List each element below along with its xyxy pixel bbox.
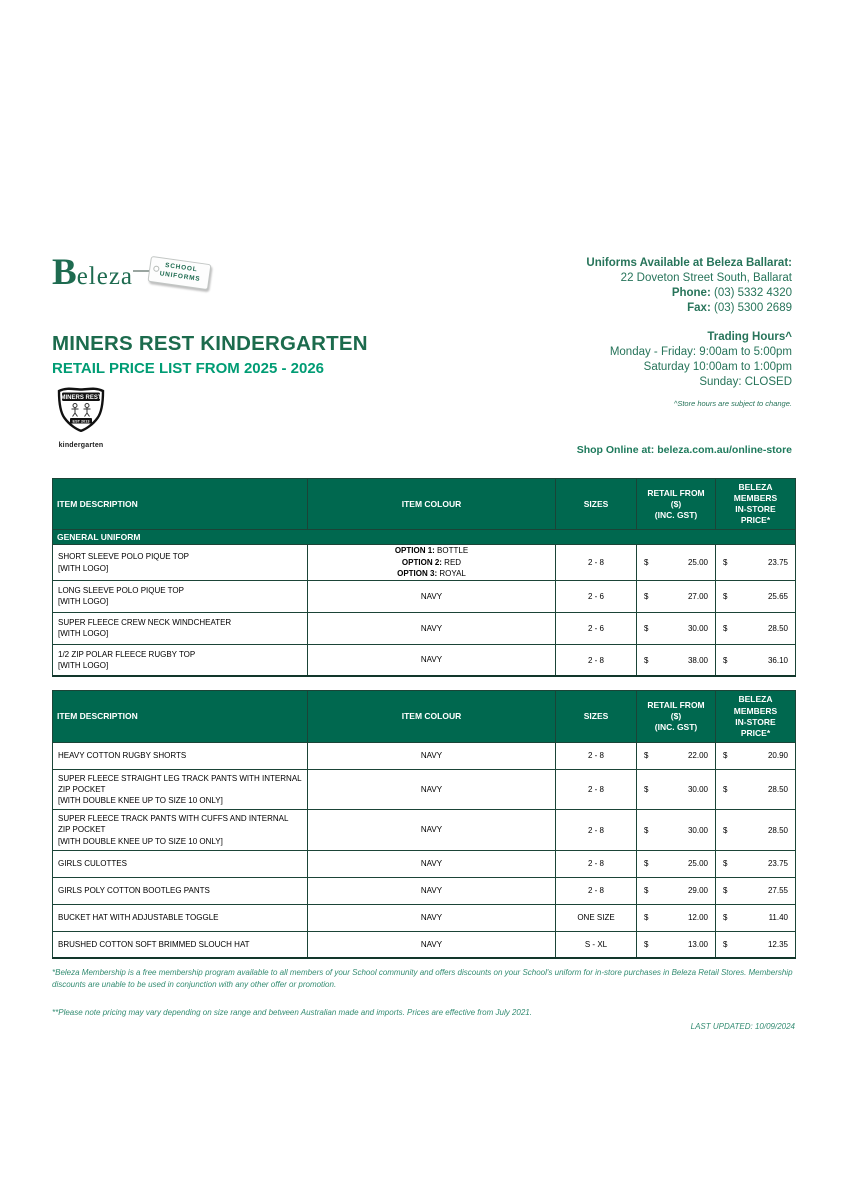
beleza-logo-wordmark <box>52 254 133 291</box>
col-retail: RETAIL FROM ($) (INC. GST) <box>637 691 716 742</box>
store-address: 22 Doveton Street South, Ballarat <box>620 272 792 284</box>
retail-price-cell: $ 22.00 <box>637 742 716 769</box>
item-description-cell: SHORT SLEEVE POLO PIQUE TOP [WITH LOGO] <box>53 545 308 581</box>
retail-price-cell: $ 30.00 <box>637 769 716 810</box>
tag-label-line2: UNIFORMS <box>159 270 201 283</box>
school-badge <box>55 385 107 449</box>
table-row <box>53 850 796 877</box>
table-row <box>53 877 796 904</box>
item-colour-cell: NAVY <box>308 810 556 851</box>
item-colour-cell: NAVY <box>308 742 556 769</box>
store-heading: Uniforms Available at Beleza Ballarat: <box>586 257 792 269</box>
phone-label: Phone: <box>671 287 711 299</box>
pricing-footnote: **Please note pricing may vary depending on size range and between Australian made and imports. Prices are effective from July 2021. <box>52 1008 532 1018</box>
item-description-cell: SUPER FLEECE CREW NECK WINDCHEATER [WITH LOGO] <box>53 612 308 644</box>
table-row <box>53 580 796 612</box>
member-price-cell: $ 28.50 <box>716 612 796 644</box>
trading-hours-saturday: Saturday 10:00am to 1:00pm <box>643 361 792 373</box>
member-price-cell: $ 25.65 <box>716 580 796 612</box>
retail-price-cell: $ 30.00 <box>637 612 716 644</box>
badge-caption: kindergarten <box>58 442 104 449</box>
tag-string-line <box>133 270 149 272</box>
table-header-row <box>53 479 796 530</box>
beleza-logo-rest: eleza <box>76 263 134 290</box>
page-title: MINERS REST KINDERGARTEN <box>52 332 368 355</box>
price-table-1 <box>52 478 796 677</box>
last-updated-text: LAST UPDATED: 10/09/2024 <box>690 1022 795 1032</box>
store-contact-block <box>586 256 792 409</box>
sizes-cell: 2 - 8 <box>556 545 637 581</box>
col-sizes: SIZES <box>556 691 637 742</box>
fax-label: Fax: <box>687 302 711 314</box>
store-fax <box>586 301 792 316</box>
store-hours-note: ^Store hours are subject to change. <box>673 399 792 408</box>
trading-hours-weekday: Monday - Friday: 9:00am to 5:00pm <box>609 346 792 358</box>
retail-price-cell: $ 25.00 <box>637 545 716 581</box>
page-subtitle: RETAIL PRICE LIST FROM 2025 - 2026 <box>52 360 325 377</box>
table-row <box>53 904 796 931</box>
item-description-cell: BRUSHED COTTON SOFT BRIMMED SLOUCH HAT <box>53 931 308 958</box>
table-row <box>53 742 796 769</box>
item-colour-cell: NAVY <box>308 877 556 904</box>
retail-price-cell: $ 29.00 <box>637 877 716 904</box>
footnotes <box>52 967 795 1033</box>
svg-text:EST 2013: EST 2013 <box>72 419 90 424</box>
sizes-cell: 2 - 8 <box>556 742 637 769</box>
member-price-cell: $ 36.10 <box>716 644 796 676</box>
col-members: BELEZA MEMBERS IN-STORE PRICE* <box>716 691 796 742</box>
retail-price-cell: $ 25.00 <box>637 850 716 877</box>
retail-price-cell: $ 27.00 <box>637 580 716 612</box>
table-row <box>53 612 796 644</box>
member-price-cell: $ 11.40 <box>716 904 796 931</box>
section-label: GENERAL UNIFORM <box>53 530 796 545</box>
beleza-logo <box>52 254 210 291</box>
member-price-cell: $ 28.50 <box>716 769 796 810</box>
table-row <box>53 545 796 581</box>
shop-online-text: Shop Online at: beleza.com.au/online-store <box>576 444 792 456</box>
item-colour-cell: OPTION 1: BOTTLE OPTION 2: RED OPTION 3: ROYAL <box>308 545 556 581</box>
sizes-cell: 2 - 8 <box>556 769 637 810</box>
item-colour-cell: NAVY <box>308 580 556 612</box>
table-gap <box>52 677 795 690</box>
sizes-cell: 2 - 6 <box>556 612 637 644</box>
retail-price-cell: $ 12.00 <box>637 904 716 931</box>
item-description-cell: BUCKET HAT WITH ADJUSTABLE TOGGLE <box>53 904 308 931</box>
table-row <box>53 810 796 851</box>
beleza-logo-initial: B <box>52 252 77 293</box>
phone-value: (03) 5332 4320 <box>710 287 792 299</box>
retail-price-cell: $ 30.00 <box>637 810 716 851</box>
sizes-cell: 2 - 8 <box>556 644 637 676</box>
sizes-cell: S - XL <box>556 931 637 958</box>
col-sizes: SIZES <box>556 479 637 530</box>
member-price-cell: $ 28.50 <box>716 810 796 851</box>
item-colour-cell: NAVY <box>308 612 556 644</box>
item-colour-cell: NAVY <box>308 769 556 810</box>
tag-label-line1: SCHOOL <box>164 261 198 274</box>
col-item-description: ITEM DESCRIPTION <box>53 479 308 530</box>
table-row <box>53 769 796 810</box>
membership-footnote: *Beleza Membership is a free membership program available to all members of your School community and offers discounts on your School's uniform for in-store purchases in Beleza Retail Stores. Membership discounts are unable to be used in conjunction with any other offer or promotion. <box>52 968 793 990</box>
item-description-cell: GIRLS POLY COTTON BOOTLEG PANTS <box>53 877 308 904</box>
table-row <box>53 644 796 676</box>
member-price-cell: $ 23.75 <box>716 545 796 581</box>
item-description-cell: GIRLS CULOTTES <box>53 850 308 877</box>
svg-text:MINERS REST: MINERS REST <box>60 395 102 401</box>
sizes-cell: 2 - 6 <box>556 580 637 612</box>
item-description-cell: LONG SLEEVE POLO PIQUE TOP [WITH LOGO] <box>53 580 308 612</box>
item-description-cell: 1/2 ZIP POLAR FLEECE RUGBY TOP [WITH LOGO] <box>53 644 308 676</box>
trading-hours-sunday: Sunday: CLOSED <box>699 376 792 388</box>
sizes-cell: 2 - 8 <box>556 850 637 877</box>
table-row <box>53 931 796 958</box>
school-badge-shield-icon <box>55 385 107 435</box>
item-colour-cell: NAVY <box>308 644 556 676</box>
trading-hours-heading: Trading Hours^ <box>707 331 792 343</box>
member-price-cell: $ 23.75 <box>716 850 796 877</box>
spacer <box>586 316 792 330</box>
col-item-colour: ITEM COLOUR <box>308 479 556 530</box>
table-header-row <box>53 691 796 742</box>
price-tables <box>52 478 795 1033</box>
section-row-general-uniform <box>53 530 796 545</box>
retail-price-cell: $ 13.00 <box>637 931 716 958</box>
fax-value: (03) 5300 2689 <box>710 302 792 314</box>
item-description-cell: SUPER FLEECE STRAIGHT LEG TRACK PANTS WITH INTERNAL ZIP POCKET [WITH DOUBLE KNEE UP TO SIZE 10 ONLY] <box>53 769 308 810</box>
sizes-cell: 2 - 8 <box>556 877 637 904</box>
member-price-cell: $ 12.35 <box>716 931 796 958</box>
member-price-cell: $ 20.90 <box>716 742 796 769</box>
school-uniforms-tag <box>148 256 212 290</box>
store-phone <box>586 286 792 301</box>
item-colour-cell: NAVY <box>308 850 556 877</box>
member-price-cell: $ 27.55 <box>716 877 796 904</box>
sizes-cell: ONE SIZE <box>556 904 637 931</box>
item-colour-cell: NAVY <box>308 931 556 958</box>
retail-price-cell: $ 38.00 <box>637 644 716 676</box>
sizes-cell: 2 - 8 <box>556 810 637 851</box>
item-description-cell: HEAVY COTTON RUGBY SHORTS <box>53 742 308 769</box>
col-members: BELEZA MEMBERS IN-STORE PRICE* <box>716 479 796 530</box>
col-item-colour: ITEM COLOUR <box>308 691 556 742</box>
col-item-description: ITEM DESCRIPTION <box>53 691 308 742</box>
item-description-cell: SUPER FLEECE TRACK PANTS WITH CUFFS AND INTERNAL ZIP POCKET [WITH DOUBLE KNEE UP TO SIZE 10 ONLY] <box>53 810 308 851</box>
col-retail: RETAIL FROM ($) (INC. GST) <box>637 479 716 530</box>
item-colour-cell: NAVY <box>308 904 556 931</box>
price-table-2 <box>52 690 796 959</box>
